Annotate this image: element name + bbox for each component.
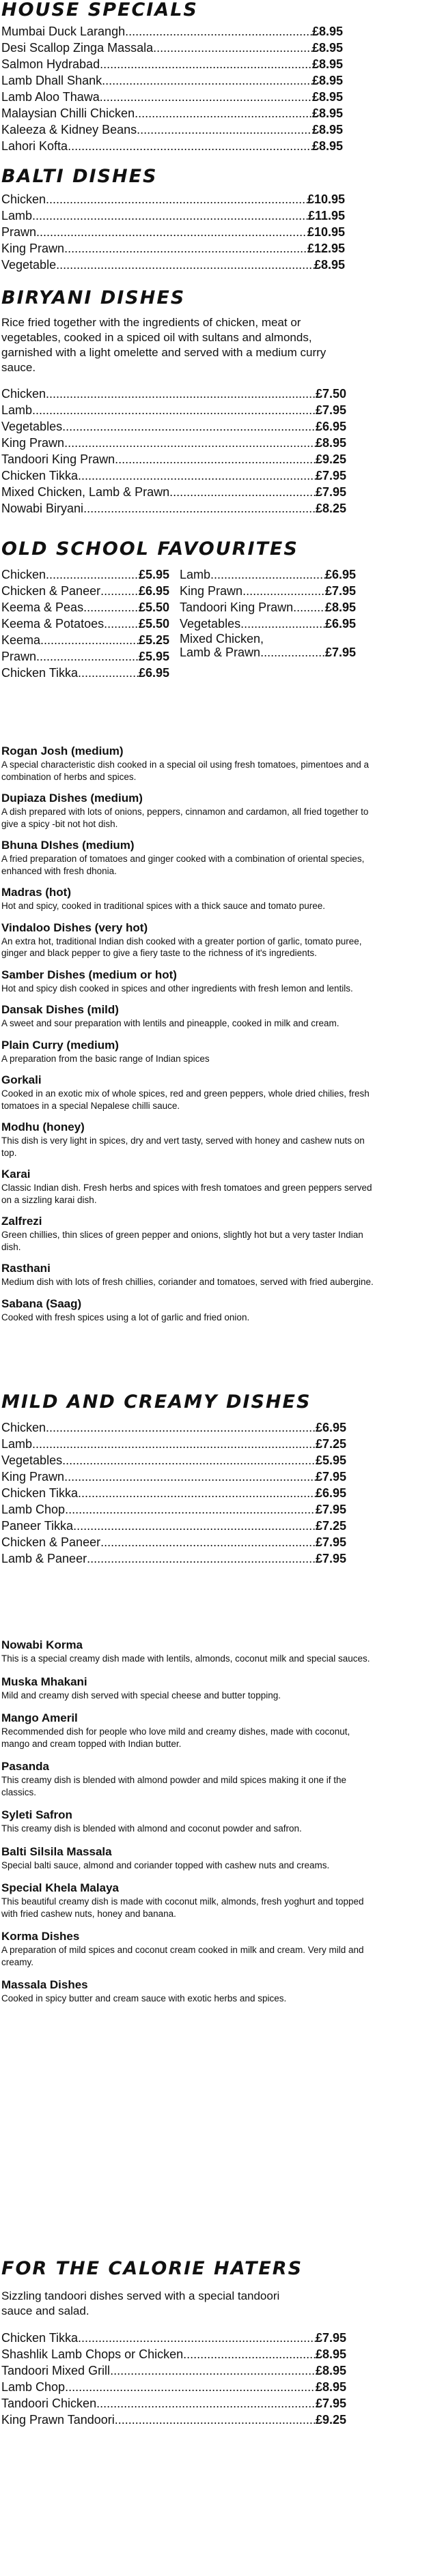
old-school-left-list — [1, 566, 169, 681]
item-price: £7.95 — [315, 1503, 346, 1516]
menu-item — [1, 23, 343, 40]
dot-leader — [210, 566, 325, 583]
dish-style-description: A special characteristic dish cooked in a special oil using fresh tomatoes, pimentoes and a combination of herbs and spices. — [1, 759, 370, 782]
dot-leader — [32, 402, 316, 418]
item-name: Lamb — [1, 209, 33, 222]
dot-leader — [96, 2395, 316, 2412]
dish-style-description: An extra hot, traditional Indian dish cooked with a greater portion of garlic, tomato puree, ginger and black pepper to give a fiery taste to the richness of it's ingredients. — [1, 936, 362, 958]
biryani-section — [1, 288, 346, 517]
menu-item — [1, 599, 169, 616]
dot-leader — [102, 72, 312, 89]
dish-style-description: A sweet and sour preparation with lentils and pineapple, cooked in milk and cream. — [1, 1018, 339, 1028]
dish-style-description: This is a special creamy dish made with lentils, almonds, coconut milk and special sauces. — [1, 1653, 370, 1664]
item-name: Tandoori Chicken — [1, 2397, 97, 2410]
dot-leader — [115, 2412, 316, 2428]
dot-leader — [183, 2346, 316, 2362]
dish-style-entry — [1, 921, 376, 959]
item-name: Tandoori Mixed Grill — [1, 2364, 111, 2377]
item-name: Chicken — [1, 568, 46, 581]
menu-item — [180, 616, 356, 632]
item-price: £8.95 — [315, 2364, 346, 2377]
menu-item — [1, 138, 343, 154]
menu-item — [1, 72, 343, 89]
item-name: Vegetables — [180, 617, 241, 631]
section-heading: BIRYANI DISHES — [1, 287, 186, 308]
menu-item — [180, 583, 356, 599]
item-name: King Prawn Tandoori — [1, 2413, 115, 2427]
item-name: Lamb — [180, 568, 211, 581]
item-price: £12.95 — [307, 242, 345, 255]
menu-item — [1, 56, 343, 72]
dot-leader — [100, 1534, 316, 1550]
dot-leader — [100, 56, 312, 72]
dish-style-description: A dish prepared with lots of onions, peppers, cinnamon and cardamon, all fried together to give a spicy -bit not hot dish. — [1, 807, 369, 829]
item-name: Lamb Dhall Shank — [1, 74, 102, 87]
dot-leader — [100, 89, 312, 105]
dish-style-description: A preparation of mild spices and coconut cream cooked in milk and cream. Very mild and creamy. — [1, 1945, 364, 1967]
dish-style-name: Special Khela Malaya — [1, 1881, 119, 1894]
item-name: Kaleeza & Kidney Beans — [1, 123, 137, 136]
dot-leader — [78, 467, 316, 484]
dish-style-name: Rogan Josh (medium) — [1, 744, 124, 757]
item-price: £5.95 — [138, 568, 169, 581]
dish-style-description: This dish is very light in spices, dry and vert tasty, served with honey and cashew nuts on top. — [1, 1135, 365, 1158]
dish-style-description: Special balti sauce, almond and coriander topped with cashew nuts and creams. — [1, 1859, 330, 1870]
dish-style-entry — [1, 1638, 376, 1665]
section-intro: Sizzling tandoori dishes served with a special tandoori sauce and salad. — [1, 2289, 280, 2317]
item-price: £7.25 — [315, 1519, 346, 1533]
menu-item — [1, 451, 346, 467]
item-price: £10.95 — [307, 225, 345, 239]
dish-style-name: Sabana (Saag) — [1, 1297, 82, 1310]
dot-leader — [64, 240, 307, 257]
menu-item — [1, 105, 343, 121]
dot-leader — [32, 1436, 316, 1452]
item-price: £6.95 — [315, 1486, 346, 1500]
item-name: Mixed Chicken, — [180, 632, 264, 646]
menu-item — [1, 402, 346, 418]
biryani-list — [1, 386, 346, 517]
item-price: £7.95 — [315, 1535, 346, 1549]
dish-style-entry — [1, 1002, 376, 1030]
dish-style-name: Modhu (honey) — [1, 1120, 85, 1133]
dish-style-entry — [1, 1978, 376, 2005]
dot-leader — [65, 2379, 316, 2395]
mild-creamy-list — [1, 1419, 346, 1567]
section-intro: Rice fried together with the ingredients of chicken, meat or vegetables, cooked in a spiced oil with sultans and almonds, garnished with a light omelette and served with a medium curry sauce. — [1, 316, 327, 374]
dish-style-description: Recommended dish for people who love mild and creamy dishes, made with coconut, mango and cream topped with Indian butter. — [1, 1726, 350, 1749]
dish-style-name: Pasanda — [1, 1760, 49, 1773]
dot-leader — [64, 435, 316, 451]
menu-item — [1, 2362, 346, 2379]
dish-style-entry — [1, 968, 376, 995]
dish-style-entry — [1, 744, 376, 783]
menu-item — [1, 121, 343, 138]
item-price: £8.95 — [311, 139, 343, 153]
dish-style-name: Samber Dishes (medium or hot) — [1, 968, 177, 981]
menu-item — [1, 616, 169, 632]
menu-item — [1, 1518, 346, 1534]
item-price: £8.95 — [315, 2380, 346, 2394]
dot-leader — [32, 207, 308, 224]
old-school-section — [1, 539, 384, 681]
menu-item — [1, 1419, 346, 1436]
item-name: Keema & Potatoes — [1, 617, 105, 631]
menu-item — [1, 1452, 346, 1468]
dot-leader — [78, 1485, 316, 1501]
dish-style-entry — [1, 1808, 376, 1835]
dot-leader — [78, 2330, 316, 2346]
menu-item — [1, 2379, 346, 2395]
dish-style-name: Dupiaza Dishes (medium) — [1, 792, 143, 805]
dot-leader — [104, 616, 139, 632]
item-price: £8.95 — [311, 57, 343, 71]
dot-leader — [115, 451, 316, 467]
item-price: £5.25 — [138, 633, 169, 647]
dot-leader — [62, 1452, 316, 1468]
dot-leader — [40, 632, 139, 648]
dot-leader — [83, 500, 316, 517]
item-price: £8.95 — [311, 25, 343, 38]
balti-list — [1, 191, 345, 273]
dish-style-description: Hot and spicy dish cooked in spices and other ingredients with fresh lemon and lentils. — [1, 983, 353, 994]
item-price: £7.95 — [315, 469, 346, 482]
menu-item — [1, 632, 169, 648]
dot-leader — [65, 1501, 316, 1518]
menu-item — [1, 467, 346, 484]
item-name: Salmon Hydrabad — [1, 57, 100, 71]
item-price: £6.95 — [324, 568, 356, 581]
old-school-dish-styles — [1, 744, 376, 1331]
dish-style-name: Korma Dishes — [1, 1930, 80, 1943]
menu-item — [1, 2330, 346, 2346]
mild-creamy-section — [1, 1392, 346, 1567]
menu-item — [1, 2395, 346, 2412]
dish-style-entry — [1, 1844, 376, 1872]
dish-style-entry — [1, 1120, 376, 1159]
item-name: Chicken & Paneer — [1, 1535, 101, 1549]
menu-item — [1, 583, 169, 599]
dish-style-name: Plain Curry (medium) — [1, 1038, 119, 1052]
item-price: £8.95 — [311, 74, 343, 87]
dot-leader — [125, 23, 312, 40]
dish-style-name: Zalfrezi — [1, 1215, 42, 1228]
menu-item — [1, 257, 345, 273]
dish-style-description: This creamy dish is blended with almond powder and mild spices making it one if the classics. — [1, 1775, 346, 1797]
item-price: £7.95 — [315, 403, 346, 417]
dot-leader — [46, 386, 316, 402]
section-heading: OLD SCHOOL FAVOURITES — [1, 538, 299, 560]
menu-item — [1, 1534, 346, 1550]
dish-style-description: Mild and creamy dish served with special cheese and butter topping. — [1, 1690, 281, 1701]
dish-style-name: Vindaloo Dishes (very hot) — [1, 921, 148, 934]
dish-style-entry — [1, 1711, 376, 1750]
dish-style-description: This creamy dish is blended with almond and coconut powder and safron. — [1, 1823, 302, 1834]
dish-style-name: Dansak Dishes (mild) — [1, 1003, 119, 1016]
dish-style-name: Rasthani — [1, 1262, 51, 1275]
item-price: £8.95 — [311, 123, 343, 136]
item-name: Lahori Kofta — [1, 139, 68, 153]
dish-style-name: Massala Dishes — [1, 1978, 88, 1991]
menu-item — [1, 484, 346, 500]
item-name: Desi Scallop Zinga Massala — [1, 41, 154, 55]
item-price: £9.25 — [315, 2413, 346, 2427]
section-heading: MILD AND CREAMY DISHES — [1, 1391, 311, 1413]
dot-leader — [87, 1550, 316, 1567]
item-name: Vegetables — [1, 1453, 63, 1467]
item-price: £7.50 — [315, 387, 346, 401]
item-name: Malaysian Chilli Chicken — [1, 106, 135, 120]
dot-leader — [36, 648, 139, 665]
item-price: £8.95 — [311, 41, 343, 55]
dish-style-description: Cooked in spicy butter and cream sauce with exotic herbs and spices. — [1, 1993, 287, 2003]
item-name: Mixed Chicken, Lamb & Prawn — [1, 485, 170, 499]
item-name: Chicken Tikka — [1, 666, 79, 680]
item-price: £6.95 — [138, 666, 169, 680]
menu-item — [1, 500, 346, 517]
calorie-haters-section — [1, 2259, 346, 2428]
item-name: Lamb — [1, 1437, 33, 1451]
dish-style-description: Hot and spicy, cooked in traditional spices with a thick sauce and tomato puree. — [1, 901, 326, 911]
dot-leader — [46, 191, 307, 207]
dish-style-name: Madras (hot) — [1, 886, 71, 899]
menu-item — [1, 2346, 346, 2362]
menu-item — [1, 240, 345, 257]
item-name: Chicken & Paneer — [1, 584, 101, 598]
dish-style-description: Cooked with fresh spices using a lot of garlic and fried onion. — [1, 1312, 250, 1322]
item-price: £8.95 — [315, 436, 346, 450]
dish-style-entry — [1, 1167, 376, 1206]
menu-item — [1, 1501, 346, 1518]
old-school-right-list — [180, 566, 356, 681]
dot-leader — [73, 1518, 316, 1534]
menu-item — [1, 1468, 346, 1485]
balti-section — [1, 167, 345, 273]
item-price: £6.95 — [315, 1421, 346, 1434]
menu-item — [1, 1436, 346, 1452]
menu-item — [180, 566, 356, 583]
dot-leader — [62, 418, 316, 435]
item-price: £8.95 — [315, 2347, 346, 2361]
dish-style-entry — [1, 838, 376, 877]
calorie-haters-list — [1, 2330, 346, 2428]
dish-style-description: Cooked in an exotic mix of whole spices, red and green peppers, whole dried chilies, fresh tomatoes in a special Nepalese chilli sauce. — [1, 1088, 370, 1111]
dish-style-entry — [1, 1261, 376, 1288]
dot-leader — [110, 2362, 316, 2379]
item-name: Lamb & Prawn — [180, 646, 261, 659]
menu-item — [1, 435, 346, 451]
item-price: £7.95 — [315, 2397, 346, 2410]
dish-style-entry — [1, 791, 376, 830]
item-name: Chicken — [1, 387, 46, 401]
dot-leader — [169, 484, 316, 500]
dot-leader — [83, 599, 139, 616]
item-name: Chicken Tikka — [1, 469, 79, 482]
dish-style-entry — [1, 1929, 376, 1968]
dish-style-description: Medium dish with lots of fresh chillies, coriander and tomatoes, served with fried aubergine. — [1, 1277, 374, 1287]
item-name: King Prawn — [1, 436, 65, 450]
item-price: £8.95 — [311, 90, 343, 104]
item-name: Lamb — [1, 403, 33, 417]
item-name: Paneer Tikka — [1, 1519, 74, 1533]
item-name: Lamb Chop — [1, 1503, 66, 1516]
menu-item — [1, 89, 343, 105]
dish-style-description: Green chillies, thin slices of green pepper and onions, slightly hot but a very taster Indian dish. — [1, 1230, 363, 1252]
menu-item — [1, 2412, 346, 2428]
dish-style-description: A fried preparation of tomatoes and ginger cooked with a combination of oriental species, enhanced with fresh dhonia. — [1, 854, 365, 876]
menu-item — [1, 224, 345, 240]
item-price: £7.95 — [324, 584, 356, 598]
item-price: £7.95 — [315, 485, 346, 499]
dish-style-description: Classic Indian dish. Fresh herbs and spices with fresh tomatoes and green peppers served on a sizzling karai dish. — [1, 1183, 372, 1205]
item-price: £5.95 — [138, 650, 169, 663]
item-name: Keema & Peas — [1, 600, 84, 614]
item-name: Chicken Tikka — [1, 2331, 79, 2345]
dish-style-name: Mango Ameril — [1, 1711, 78, 1724]
item-price: £5.50 — [138, 600, 169, 614]
dot-leader — [64, 1468, 316, 1485]
item-price: £8.95 — [324, 600, 356, 614]
menu-item — [1, 191, 345, 207]
menu-item — [1, 1550, 346, 1567]
dish-style-entry — [1, 1214, 376, 1253]
section-heading: BALTI DISHES — [1, 166, 158, 187]
item-name: King Prawn — [180, 584, 243, 598]
dot-leader — [56, 257, 314, 273]
dot-leader — [78, 665, 139, 681]
section-heading: FOR THE CALORIE HATERS — [1, 2258, 303, 2279]
item-name: Tandoori King Prawn — [1, 452, 115, 466]
dot-leader — [135, 105, 312, 121]
house-specials-section — [1, 0, 343, 154]
item-price: £7.95 — [315, 1470, 346, 1484]
section-heading: HOUSE SPECIALS — [1, 0, 198, 20]
dish-style-name: Karai — [1, 1168, 31, 1181]
item-price: £8.95 — [311, 106, 343, 120]
dot-leader — [153, 40, 312, 56]
item-name: Prawn — [1, 225, 37, 239]
item-price: £7.95 — [324, 646, 356, 659]
item-name: Chicken — [1, 192, 46, 206]
item-name: Keema — [1, 633, 41, 647]
dish-style-description: A preparation from the basic range of Indian spices — [1, 1053, 210, 1064]
dish-style-entry — [1, 1073, 376, 1112]
item-price: £9.25 — [315, 452, 346, 466]
item-price: £5.95 — [315, 1453, 346, 1467]
dish-style-entry — [1, 885, 376, 912]
item-name: King Prawn — [1, 1470, 65, 1484]
menu-item — [1, 386, 346, 402]
item-name: Lamb Chop — [1, 2380, 66, 2394]
dish-style-name: Gorkali — [1, 1073, 42, 1086]
dish-style-name: Nowabi Korma — [1, 1638, 83, 1651]
item-price: £5.50 — [138, 617, 169, 631]
menu-item — [1, 207, 345, 224]
item-name: Chicken — [1, 1421, 46, 1434]
item-name: Chicken Tikka — [1, 1486, 79, 1500]
item-name: King Prawn — [1, 242, 65, 255]
item-price: £11.95 — [307, 209, 345, 222]
dot-leader — [46, 1419, 316, 1436]
old-school-columns — [1, 566, 384, 681]
menu-item — [1, 40, 343, 56]
item-price: £8.95 — [314, 258, 345, 272]
dot-leader — [240, 616, 325, 632]
dish-style-name: Balti Silsila Massala — [1, 1844, 112, 1858]
dot-leader — [293, 599, 325, 616]
mild-creamy-dish-styles — [1, 1638, 376, 2014]
item-name: Shashlik Lamb Chops or Chicken — [1, 2347, 184, 2361]
dish-style-entry — [1, 1675, 376, 1702]
dish-style-name: Bhuna DIshes (medium) — [1, 839, 135, 852]
item-price: £10.95 — [307, 192, 345, 206]
house-specials-list — [1, 23, 343, 154]
item-name: Nowabi Biryani — [1, 502, 84, 515]
dot-leader — [36, 224, 307, 240]
dish-style-description: This beautiful creamy dish is made with coconut milk, almonds, fresh yoghurt and topped with fried cashew nuts, honey and banana. — [1, 1896, 364, 1919]
dish-style-entry — [1, 1759, 376, 1798]
dish-style-name: Muska Mhakani — [1, 1675, 87, 1688]
dot-leader — [100, 583, 139, 599]
item-name: Lamb & Paneer — [1, 1552, 87, 1565]
item-name: Vegetables — [1, 420, 63, 433]
mixed-chicken-lamb-prawn-item — [180, 632, 356, 659]
menu-item — [180, 599, 356, 616]
item-name: Mumbai Duck Larangh — [1, 25, 126, 38]
dot-leader — [46, 566, 139, 583]
item-price: £6.95 — [315, 420, 346, 433]
item-name: Prawn — [1, 650, 37, 663]
item-price: £7.95 — [315, 1552, 346, 1565]
dish-style-entry — [1, 1038, 376, 1065]
item-price: £8.25 — [315, 502, 346, 515]
dot-leader — [68, 138, 312, 154]
menu-item — [1, 648, 169, 665]
item-price: £7.95 — [315, 2331, 346, 2345]
dish-style-name: Syleti Safron — [1, 1808, 72, 1821]
dish-style-entry — [1, 1881, 376, 1920]
menu-item — [1, 1485, 346, 1501]
item-name: Lamb Aloo Thawa — [1, 90, 100, 104]
item-price: £6.95 — [138, 584, 169, 598]
dot-leader — [137, 121, 312, 138]
dish-style-entry — [1, 1297, 376, 1324]
item-name: Tandoori King Prawn — [180, 600, 294, 614]
item-price: £7.25 — [315, 1437, 346, 1451]
menu-item — [1, 566, 169, 583]
item-price: £6.95 — [324, 617, 356, 631]
menu-item — [1, 665, 169, 681]
item-name: Vegetable — [1, 258, 57, 272]
menu-item — [1, 418, 346, 435]
dot-leader — [242, 583, 325, 599]
